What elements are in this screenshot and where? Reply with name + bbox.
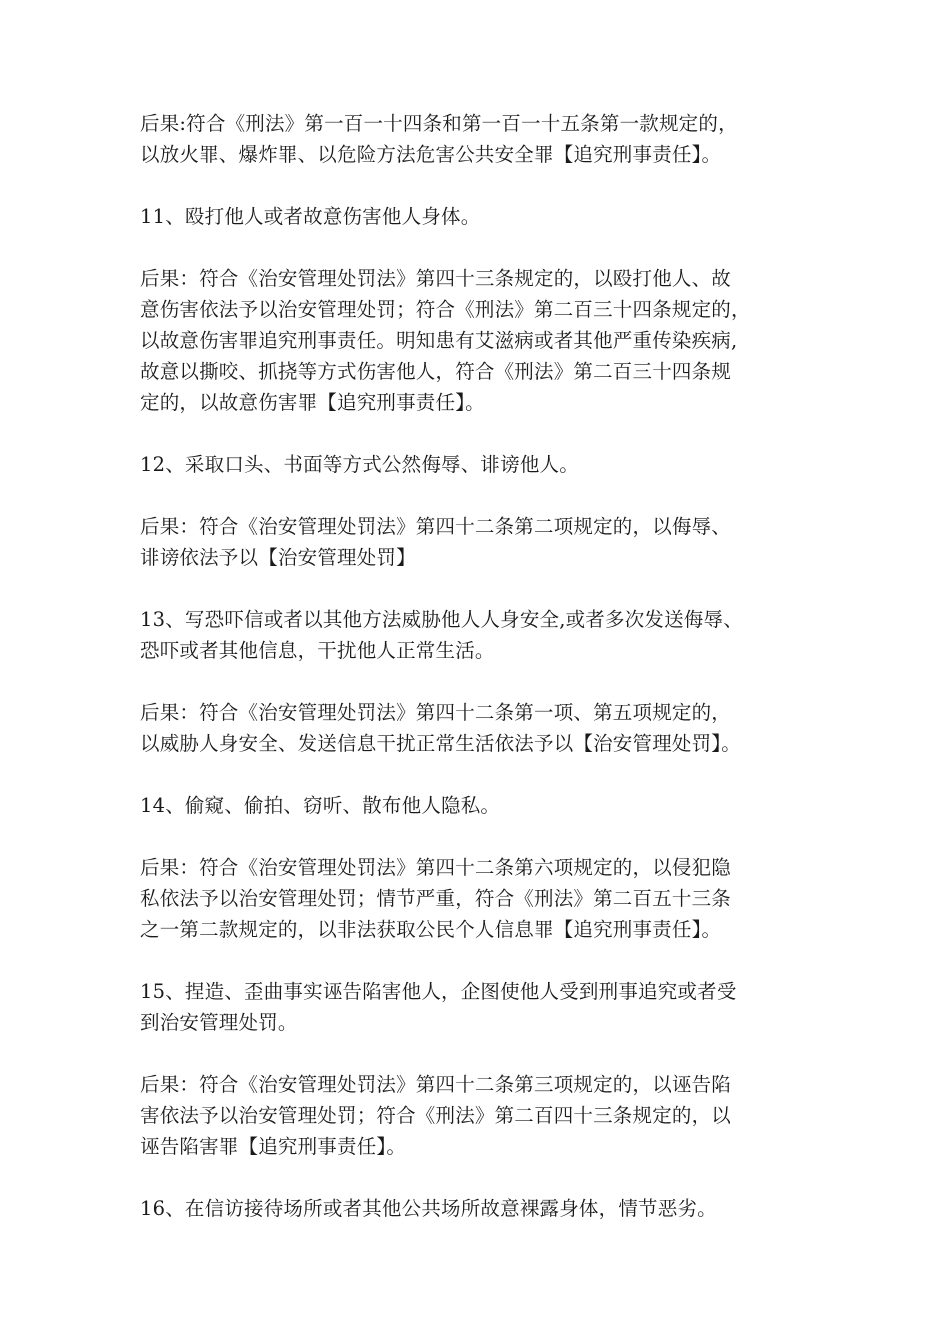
text-line: 意伤害依法予以治安管理处罚；符合《刑法》第二百三十四条规定的， — [140, 298, 751, 321]
paragraph-item-11 — [140, 201, 830, 232]
paragraph-consequence-14 — [140, 852, 830, 945]
text-line: 后果：符合《治安管理处罚法》第四十二条第一项、第五项规定的， — [140, 701, 732, 724]
text-line: 私依法予以治安管理处罚；情节严重，符合《刑法》第二百五十三条 — [140, 887, 732, 910]
text-line: 诬告陷害罪【追究刑事责任】。 — [140, 1135, 407, 1158]
text-line: 恐吓或者其他信息，干扰他人正常生活。 — [140, 639, 495, 662]
paragraph-item-16 — [140, 1193, 830, 1224]
paragraph-item-14 — [140, 790, 830, 821]
paragraph-item-15 — [140, 976, 830, 1038]
paragraph-item-12 — [140, 449, 830, 480]
text-line: 后果：符合《治安管理处罚法》第四十二条第三项规定的，以诬告陷 — [140, 1073, 732, 1096]
text-line: 到治安管理处罚。 — [140, 1011, 298, 1034]
text-line: 以故意伤害罪追究刑事责任。明知患有艾滋病或者其他严重传染疾病, — [140, 329, 738, 352]
text-line: 12、采取口头、书面等方式公然侮辱、诽谤他人。 — [140, 453, 579, 476]
text-line: 之一第二款规定的，以非法获取公民个人信息罪【追究刑事责任】。 — [140, 918, 722, 941]
text-line: 后果：符合《治安管理处罚法》第四十三条规定的，以殴打他人、故 — [140, 267, 732, 290]
text-line: 16、在信访接待场所或者其他公共场所故意裸露身体，情节恶劣。 — [140, 1197, 717, 1220]
text-line: 以放火罪、爆炸罪、以危险方法危害公共安全罪【追究刑事责任】。 — [140, 143, 722, 166]
paragraph-consequence-13 — [140, 697, 830, 759]
text-line: 后果:符合《刑法》第一百一十四条和第一百一十五条第一款规定的， — [140, 112, 738, 135]
text-line: 以威胁人身安全、发送信息干扰正常生活依法予以【治安管理处罚】。 — [140, 732, 741, 755]
text-line: 诽谤依法予以【治安管理处罚】 — [140, 546, 416, 569]
text-line: 后果：符合《治安管理处罚法》第四十二条第二项规定的，以侮辱、 — [140, 515, 732, 538]
paragraph-consequence-12 — [140, 511, 830, 573]
paragraph-list — [140, 108, 830, 1224]
paragraph-consequence-11 — [140, 263, 830, 418]
text-line: 15、捏造、歪曲事实诬告陷害他人，企图使他人受到刑事追究或者受 — [140, 980, 737, 1003]
text-line: 14、偷窥、偷拍、窃听、散布他人隐私。 — [140, 794, 501, 817]
paragraph-consequence-10 — [140, 108, 830, 170]
text-line: 后果：符合《治安管理处罚法》第四十二条第六项规定的，以侵犯隐 — [140, 856, 732, 879]
text-line: 害依法予以治安管理处罚；符合《刑法》第二百四十三条规定的，以 — [140, 1104, 732, 1127]
paragraph-item-13 — [140, 604, 830, 666]
paragraph-consequence-15 — [140, 1069, 830, 1162]
text-line: 故意以撕咬、抓挠等方式伤害他人，符合《刑法》第二百三十四条规 — [140, 360, 732, 383]
document-page — [140, 108, 830, 1255]
text-line: 11、殴打他人或者故意伤害他人身体。 — [140, 205, 481, 228]
text-line: 定的，以故意伤害罪【追究刑事责任】。 — [140, 391, 485, 414]
text-line: 13、写恐吓信或者以其他方法威胁他人人身安全,或者多次发送侮辱、 — [140, 608, 743, 631]
